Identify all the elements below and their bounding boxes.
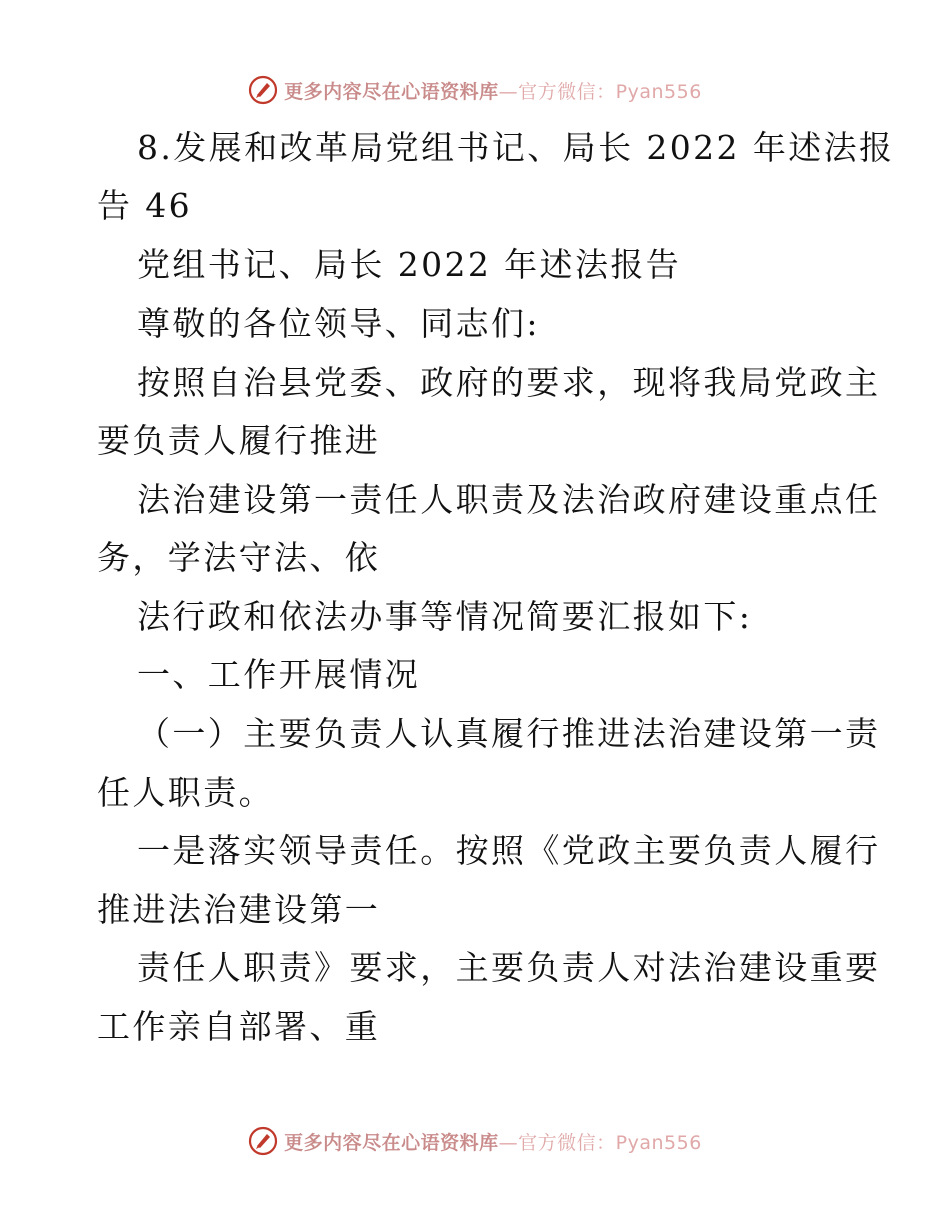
text-line: 一、工作开展情况 (137, 655, 421, 694)
text-line: 要负责人履行推进 (97, 421, 381, 460)
text-line: 法治建设第一责任人职责及法治政府建设重点任 (137, 480, 881, 519)
text-line: （一）主要负责人认真履行推进法治建设第一责 (137, 714, 881, 753)
text-line: 党组书记、局长 2022 年述法报告 (137, 245, 682, 284)
text-line: 责任人职责》要求，主要负责人对法治建设重要 (137, 948, 881, 987)
header-watermark (0, 70, 950, 110)
watermark-text: 更多内容尽在心语资料库—官方微信：Pyan556 (284, 80, 702, 103)
text-line: 法行政和依法办事等情况简要汇报如下: (137, 597, 753, 636)
text-line: 按照自治县党委、政府的要求，现将我局党政主 (137, 363, 881, 402)
text-line: 务，学法守法、依 (97, 538, 381, 577)
text-line: 告 46 (97, 186, 193, 225)
text-line: 任人职责。 (97, 773, 274, 812)
footer-watermark (0, 1121, 950, 1161)
text-line: 工作亲自部署、重 (97, 1007, 381, 1046)
logo-icon (248, 1126, 278, 1156)
text-line: 尊敬的各位领导、同志们: (137, 304, 540, 343)
text-line: 一是落实领导责任。按照《党政主要负责人履行 (137, 831, 881, 870)
text-line: 推进法治建设第一 (97, 890, 381, 929)
watermark-text: 更多内容尽在心语资料库—官方微信：Pyan556 (284, 1131, 702, 1154)
text-line: 8.发展和改革局党组书记、局长 2022 年述法报 (137, 128, 895, 167)
logo-icon (248, 75, 278, 105)
